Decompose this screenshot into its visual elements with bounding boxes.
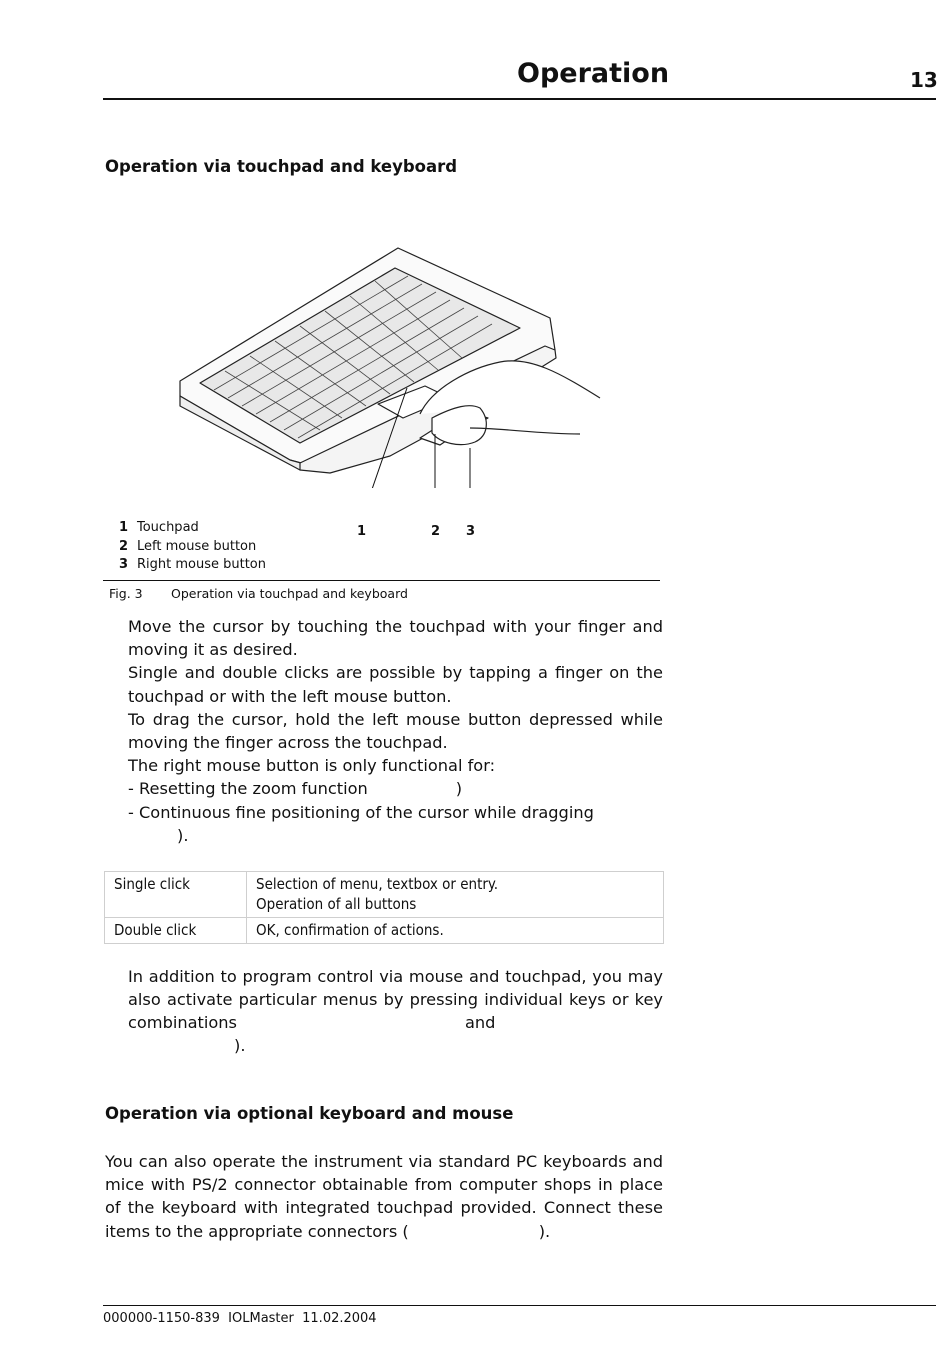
figure-legend [119,519,266,575]
key-combination-paragraph: In addition to program control via mouse and touchpad, you may also activate particular menus by pressing individual keys or key combinations and [128,967,663,1033]
section-heading-touchpad: Operation via touchpad and keyboard [105,157,458,176]
legend-item: 2 Left mouse button [119,538,257,554]
touchpad-instructions [128,615,663,847]
list-item: - Resetting the zoom function ) [128,779,463,799]
paragraph: Move the cursor by touching the touchpad with your finger and moving it as desired. [128,617,663,660]
header-divider [103,98,936,100]
callout-touchpad: 1 [357,524,367,539]
paragraph: Single and double clicks are possible by tapping a finger on the touchpad or with the left mouse button. [128,663,663,706]
figure-caption [109,586,408,601]
page-number: 13 [910,68,938,92]
figure-divider [103,580,660,581]
page-title: Operation [517,58,670,89]
footer-text: 000000-1150-839 IOLMaster 11.02.2004 [103,1311,377,1326]
table-cell-action: Double click [105,918,247,944]
optional-keyboard-paragraph: You can also operate the instrument via standard PC keyboards and mice with PS/2 connector obtainable from computer shops in place of the keyboard with integrated touchpad provided. Connect these items to the appropriate connectors ( ). [105,1152,663,1241]
table-cell-description: OK, confirmation of actions. [247,918,664,944]
table-cell-description: Selection of menu, textbox or entry. Operation of all buttons [247,872,664,918]
figure-caption-text: Operation via touchpad and keyboard [171,586,408,601]
key-combination-paragraph-end: ). [234,1036,246,1055]
keyboard-illustration [170,238,620,488]
section-heading-keyboard-mouse: Operation via optional keyboard and mouse [105,1104,514,1123]
callout-left-button: 2 [431,524,441,539]
footer-divider [103,1305,936,1306]
figure-caption-label: Fig. 3 [109,586,143,601]
list-item-end: ). [177,825,189,845]
callout-right-button: 3 [466,524,476,539]
paragraph: To drag the cursor, hold the left mouse button depressed while moving the finger across the touchpad. [128,709,663,753]
click-actions-table [104,871,664,944]
legend-item: 1 Touchpad [119,520,199,535]
table-row [105,918,664,944]
table-cell-action: Single click [105,872,247,918]
paragraph: The right mouse button is only functional for: [128,756,496,776]
list-item: - Continuous fine positioning of the cursor while dragging [128,802,594,822]
legend-item: 3 Right mouse button [119,557,267,572]
table-row [105,872,664,918]
